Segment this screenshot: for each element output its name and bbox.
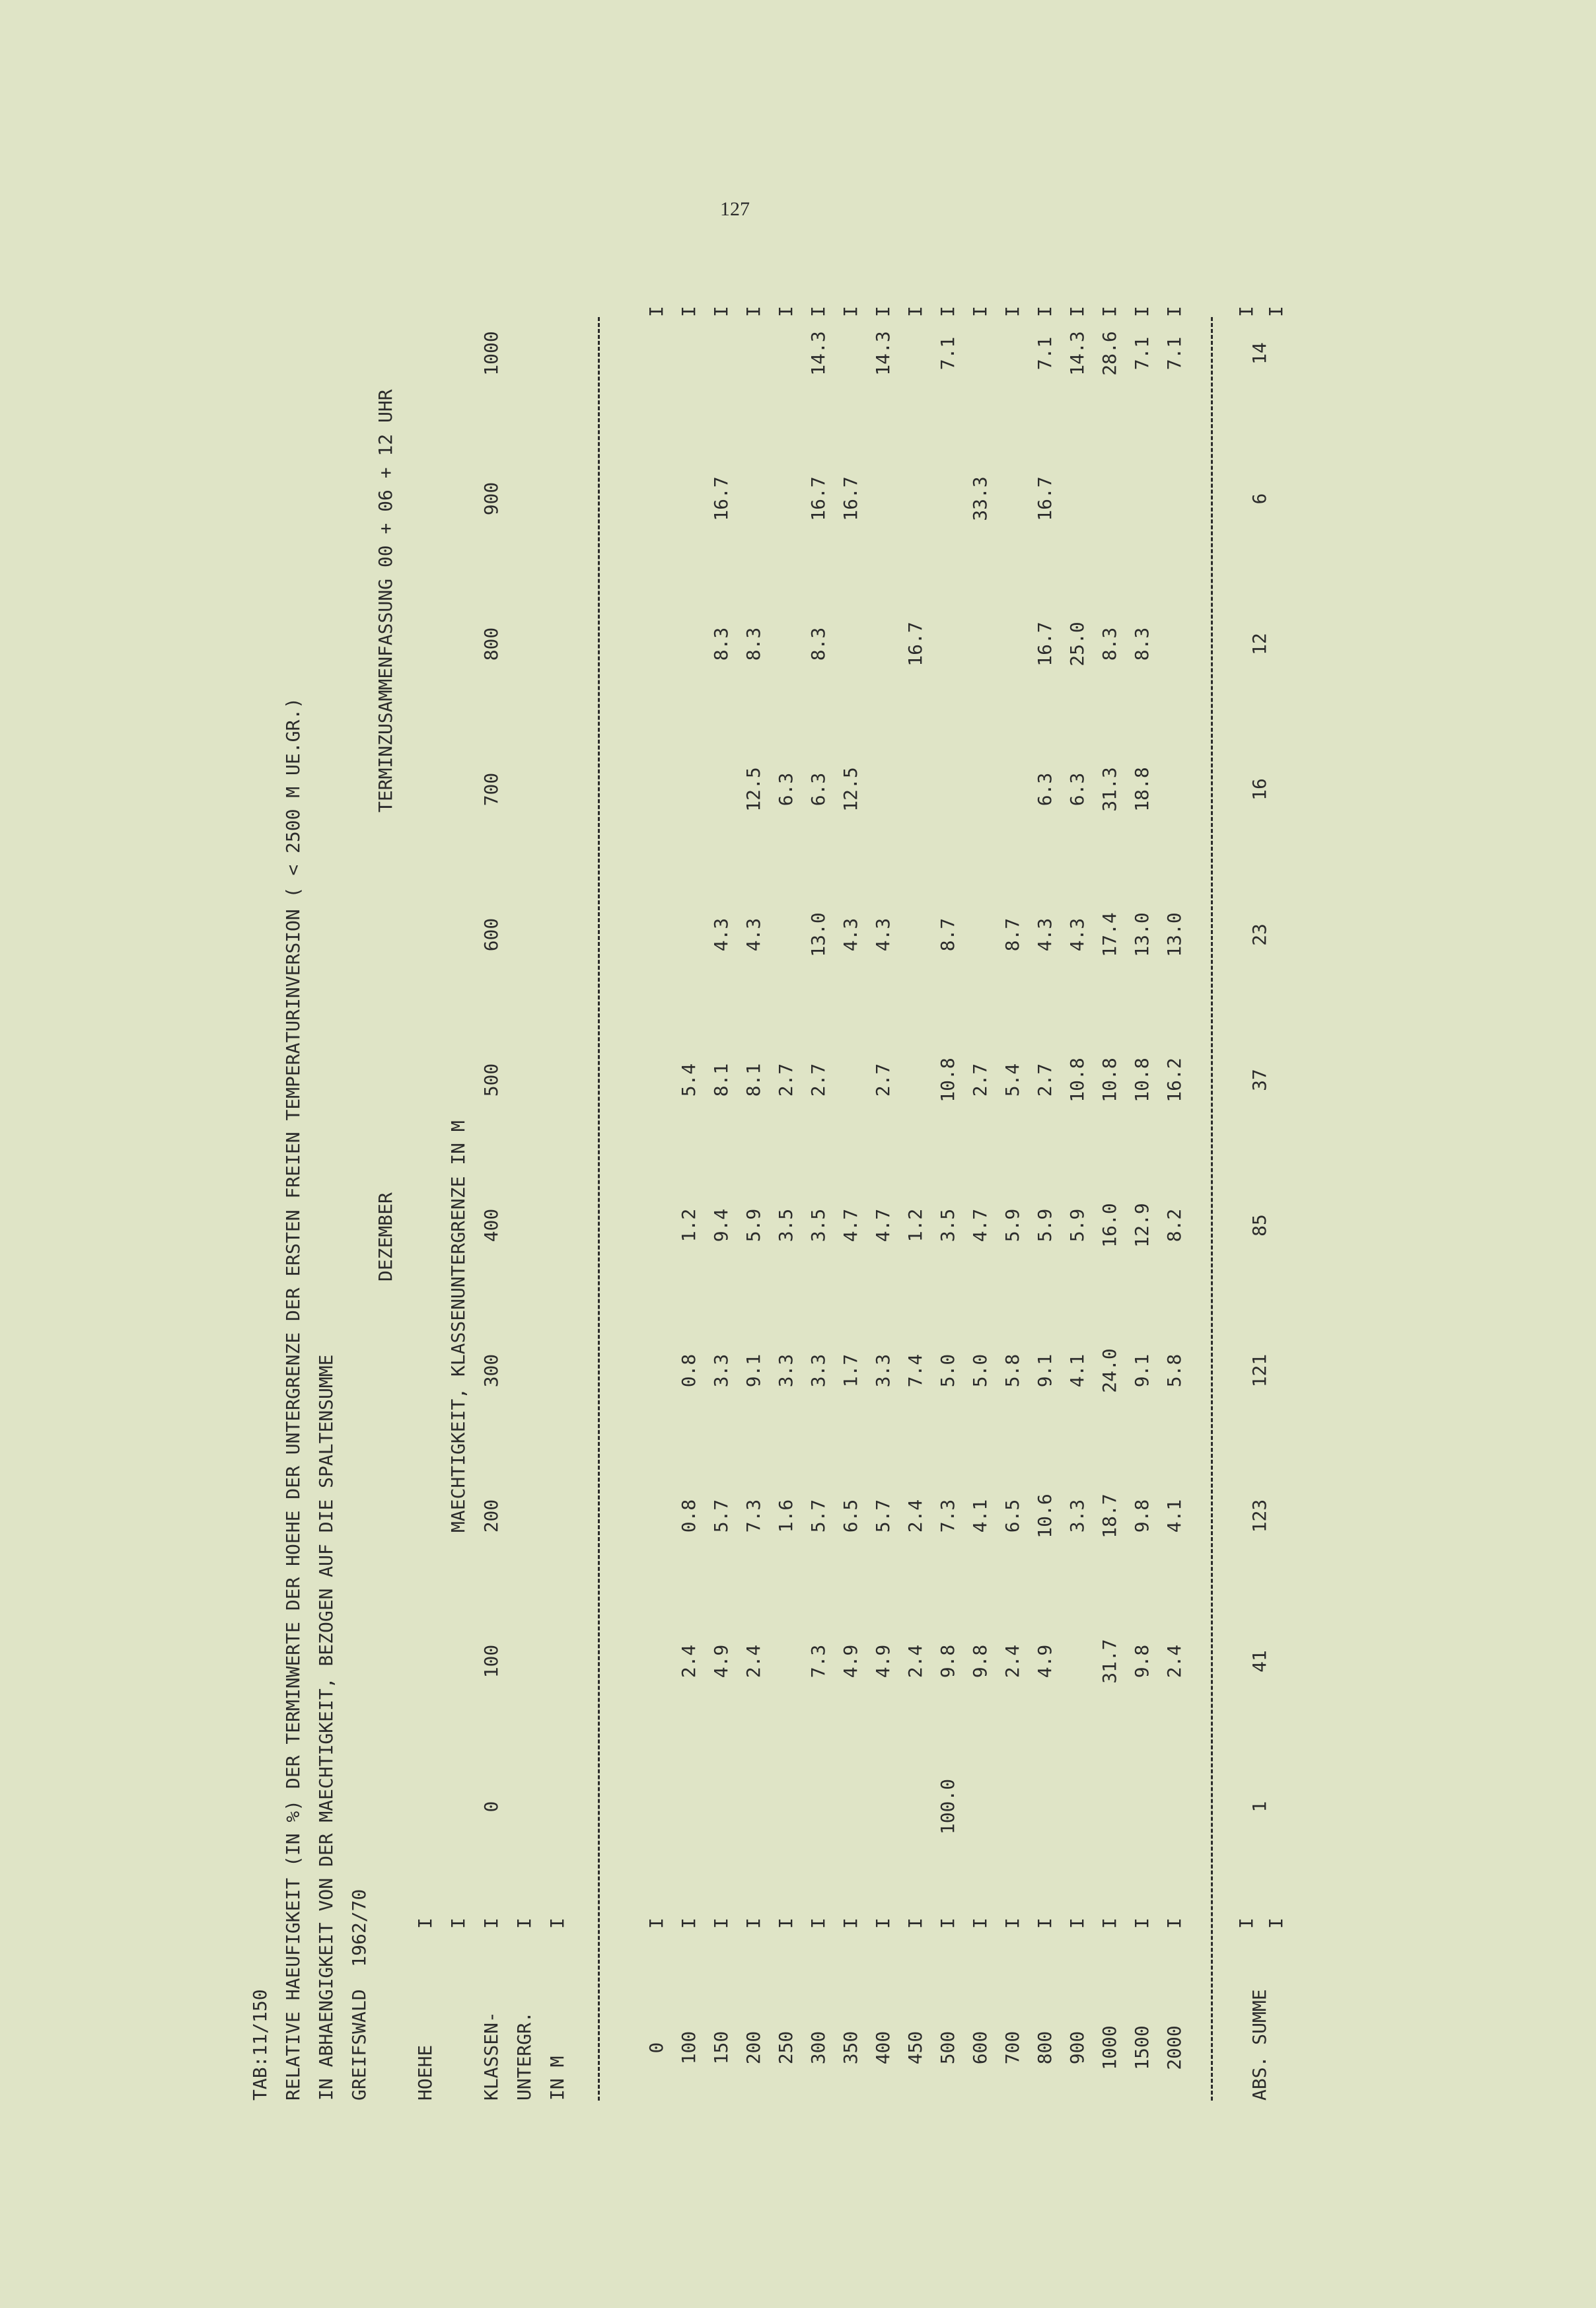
station: GREIFSWALD 1962/70 (348, 1889, 370, 2101)
row-bar: I (678, 1918, 700, 1929)
title-line-2: IN ABHAENGIGKEIT VON DER MAECHTIGKEIT, BEZOGEN AUF DIE SPALTENSUMME (315, 1354, 337, 2101)
table-cell: 5.9 (1034, 1208, 1056, 1243)
table-cell: 7.3 (937, 1499, 959, 1533)
table-cell: 9.1 (1131, 1353, 1153, 1388)
table-cell: 0.8 (678, 1499, 700, 1533)
table-cell: 5.9 (1001, 1208, 1023, 1243)
row-bar: I (710, 1918, 732, 1929)
row-bar: I (1163, 1918, 1185, 1929)
sum-cell: 41 (1249, 1650, 1270, 1673)
row-bar: I (1099, 1918, 1120, 1929)
column-header: 800 (480, 627, 502, 661)
header-bar: I (546, 1918, 568, 1929)
sum-cell: 14 (1249, 342, 1270, 365)
table-cell: 16.0 (1099, 1203, 1120, 1248)
row-end-bar: I (1001, 306, 1023, 317)
table-cell: 9.8 (969, 1644, 991, 1678)
table-cell: 3.3 (710, 1353, 732, 1388)
table-cell: 18.8 (1131, 767, 1153, 812)
table-cell: 10.8 (1099, 1058, 1120, 1102)
row-bar: I (645, 1918, 667, 1929)
table-cell: 3.3 (872, 1353, 894, 1388)
table-cell: 5.8 (1163, 1353, 1185, 1388)
table-cell: 1.7 (840, 1353, 861, 1388)
sum-cell: 23 (1249, 923, 1270, 946)
table-cell: 13.0 (1131, 912, 1153, 957)
row-bar: I (807, 1918, 829, 1929)
row-label: 150 (710, 2031, 732, 2065)
table-cell: 13.0 (1163, 912, 1185, 957)
row-end-bar: I (743, 306, 764, 317)
table-cell: 18.7 (1099, 1494, 1120, 1538)
table-cell: 4.3 (872, 918, 894, 952)
table-cell: 5.9 (1066, 1208, 1088, 1243)
table-cell: 4.3 (1066, 918, 1088, 952)
row-bar: I (904, 1918, 926, 1929)
column-header: 900 (480, 482, 502, 516)
row-label: 1000 (1099, 2025, 1120, 2070)
table-cell: 8.3 (743, 627, 764, 661)
table-cell: 14.3 (872, 331, 894, 376)
row-end-bar: I (807, 306, 829, 317)
sum-end-bar: I (1265, 306, 1287, 317)
column-header: 400 (480, 1208, 502, 1243)
table-cell: 31.3 (1099, 767, 1120, 812)
table-cell: 8.3 (1131, 627, 1153, 661)
row-end-bar: I (1163, 306, 1185, 317)
table-cell: 8.2 (1163, 1208, 1185, 1243)
table-cell: 4.1 (1163, 1499, 1185, 1533)
table-cell: 4.9 (1034, 1644, 1056, 1678)
table-cell: 6.5 (1001, 1499, 1023, 1533)
column-header: 1000 (480, 331, 502, 376)
table-cell: 12.5 (743, 767, 764, 812)
table-cell: 9.8 (1131, 1644, 1153, 1678)
table-cell: 5.7 (710, 1499, 732, 1533)
table-cell: 100.0 (937, 1778, 959, 1835)
table-cell: 3.3 (775, 1353, 797, 1388)
table-cell: 5.0 (969, 1353, 991, 1388)
page-number: 127 (720, 198, 750, 220)
table-cell: 7.3 (743, 1499, 764, 1533)
row-label: 900 (1066, 2031, 1088, 2065)
row-label: 2000 (1163, 2025, 1185, 2070)
row-end-bar: I (678, 306, 700, 317)
table-cell: 5.8 (1001, 1353, 1023, 1388)
table-cell: 2.4 (1001, 1644, 1023, 1678)
column-header: 100 (480, 1644, 502, 1678)
table-cell: 4.9 (710, 1644, 732, 1678)
table-cell: 9.8 (1131, 1499, 1153, 1533)
table-cell: 6.3 (1034, 772, 1056, 807)
table-cell: 4.3 (710, 918, 732, 952)
table-cell: 2.4 (904, 1499, 926, 1533)
row-end-bar: I (1131, 306, 1153, 317)
table-cell: 3.3 (807, 1353, 829, 1388)
table-cell: 2.7 (969, 1063, 991, 1097)
row-end-bar: I (969, 306, 991, 317)
table-cell: 7.4 (904, 1353, 926, 1388)
table-cell: 24.0 (1099, 1348, 1120, 1393)
row-end-bar: I (904, 306, 926, 317)
row-label: 600 (969, 2031, 991, 2065)
table-cell: 2.7 (872, 1063, 894, 1097)
row-label: 700 (1001, 2031, 1023, 2065)
row-bar: I (937, 1918, 959, 1929)
column-header: 200 (480, 1499, 502, 1533)
row-bar: I (1066, 1918, 1088, 1929)
row-label: 500 (937, 2031, 959, 2065)
row-bar: I (1131, 1918, 1153, 1929)
row-end-bar: I (775, 306, 797, 317)
table-cell: 16.7 (807, 476, 829, 521)
table-cell: 4.1 (1066, 1353, 1088, 1388)
table-cell: 33.3 (969, 476, 991, 521)
table-cell: 3.3 (1066, 1499, 1088, 1533)
row-bar: I (840, 1918, 861, 1929)
table-cell: 14.3 (1066, 331, 1088, 376)
table-cell: 8.1 (710, 1063, 732, 1097)
row-bar: I (969, 1918, 991, 1929)
row-label: 400 (872, 2031, 894, 2065)
table-cell: 7.1 (1163, 336, 1185, 371)
table-cell: 16.7 (840, 476, 861, 521)
rotated-table (251, 264, 1374, 2101)
table-cell: 17.4 (1099, 912, 1120, 957)
table-cell: 2.7 (807, 1063, 829, 1097)
table-cell: 4.9 (872, 1644, 894, 1678)
sum-cell: 12 (1249, 633, 1270, 655)
row-label: 0 (645, 2042, 667, 2054)
row-bar: I (1001, 1918, 1023, 1929)
row-bar: I (775, 1918, 797, 1929)
table-cell: 4.7 (872, 1208, 894, 1243)
table-cell: 5.9 (743, 1208, 764, 1243)
table-cell: 3.5 (937, 1208, 959, 1243)
header-bar: I (513, 1918, 535, 1929)
table-cell: 9.1 (1034, 1353, 1056, 1388)
sum-end-bar: I (1235, 306, 1257, 317)
table-cell: 10.8 (1131, 1058, 1153, 1102)
row-end-bar: I (1099, 306, 1120, 317)
table-cell: 1.2 (678, 1208, 700, 1243)
row-label: 350 (840, 2031, 861, 2065)
table-cell: 8.3 (710, 627, 732, 661)
row-label: 200 (743, 2031, 764, 2065)
sum-cell: 1 (1249, 1801, 1270, 1813)
row-end-bar: I (840, 306, 861, 317)
table-cell: 4.1 (969, 1499, 991, 1533)
row-header-3: KLASSEN- (480, 2011, 502, 2101)
table-cell: 7.1 (1131, 336, 1153, 371)
row-header-1: HOEHE (414, 2044, 436, 2101)
row-label: 450 (904, 2031, 926, 2065)
column-header: 500 (480, 1063, 502, 1097)
table-cell: 1.2 (904, 1208, 926, 1243)
row-end-bar: I (645, 306, 667, 317)
row-end-bar: I (872, 306, 894, 317)
table-cell: 9.1 (743, 1353, 764, 1388)
row-label: 300 (807, 2031, 829, 2065)
table-cell: 8.7 (1001, 918, 1023, 952)
header-bar: I (414, 1918, 436, 1929)
column-header: 700 (480, 772, 502, 807)
footer-rule (1211, 317, 1213, 2101)
table-cell: 7.3 (807, 1644, 829, 1678)
table-cell: 4.7 (840, 1208, 861, 1243)
row-bar: I (743, 1918, 764, 1929)
header-rule (598, 317, 600, 2101)
sum-cell: 85 (1249, 1214, 1270, 1237)
table-cell: 16.2 (1163, 1058, 1185, 1102)
row-header-4: UNTERGR. (513, 2011, 535, 2101)
table-cell: 16.7 (904, 622, 926, 667)
table-cell: 4.3 (1034, 918, 1056, 952)
header-bar: I (447, 1918, 469, 1929)
table-cell: 5.7 (872, 1499, 894, 1533)
sum-bar: I (1265, 1918, 1287, 1929)
row-end-bar: I (710, 306, 732, 317)
sum-cell: 37 (1249, 1069, 1270, 1091)
table-cell: 3.5 (775, 1208, 797, 1243)
table-cell: 2.4 (904, 1644, 926, 1678)
row-label: 100 (678, 2031, 700, 2065)
sum-cell: 123 (1249, 1499, 1270, 1533)
table-cell: 5.4 (1001, 1063, 1023, 1097)
table-cell: 2.4 (743, 1644, 764, 1678)
column-header: 0 (480, 1801, 502, 1813)
table-cell: 4.7 (969, 1208, 991, 1243)
sum-cell: 16 (1249, 778, 1270, 801)
title-line-1: RELATIVE HAEUFIGKEIT (IN %) DER TERMINWERTE DER HOEHE DER UNTERGRENZE DER ERSTEN FREIEN TEMPERATURINVERSION ( < 2500 M UE.GR.) (282, 697, 304, 2101)
month: DEZEMBER (375, 1192, 396, 1281)
table-cell: 9.8 (937, 1644, 959, 1678)
table-cell: 25.0 (1066, 622, 1088, 667)
row-header-5: IN M (546, 2056, 568, 2101)
table-cell: 6.3 (1066, 772, 1088, 807)
table-id: TAB:11/150 (249, 1989, 271, 2101)
table-cell: 5.7 (807, 1499, 829, 1533)
table-cell: 0.8 (678, 1353, 700, 1388)
row-label: 1500 (1131, 2025, 1153, 2070)
row-bar: I (1034, 1918, 1056, 1929)
table-cell: 6.3 (775, 772, 797, 807)
table-cell: 16.7 (1034, 476, 1056, 521)
table-cell: 14.3 (807, 331, 829, 376)
table-cell: 8.3 (807, 627, 829, 661)
sum-cell: 121 (1249, 1353, 1270, 1388)
table-cell: 12.9 (1131, 1203, 1153, 1248)
row-end-bar: I (1034, 306, 1056, 317)
table-cell: 8.3 (1099, 627, 1120, 661)
column-header: 600 (480, 918, 502, 952)
table-cell: 16.7 (710, 476, 732, 521)
table-cell: 1.6 (775, 1499, 797, 1533)
row-label: 250 (775, 2031, 797, 2065)
term-summary: TERMINZUSAMMENFASSUNG 00 + 06 + 12 UHR (375, 389, 396, 812)
table-cell: 8.1 (743, 1063, 764, 1097)
table-cell: 5.0 (937, 1353, 959, 1388)
header-bar: I (480, 1918, 502, 1929)
table-cell: 2.4 (678, 1644, 700, 1678)
table-cell: 12.5 (840, 767, 861, 812)
table-cell: 5.4 (678, 1063, 700, 1097)
table-cell: 3.5 (807, 1208, 829, 1243)
table-cell: 4.9 (840, 1644, 861, 1678)
table-cell: 6.3 (807, 772, 829, 807)
sum-bar: I (1235, 1918, 1257, 1929)
table-cell: 16.7 (1034, 622, 1056, 667)
table-cell: 28.6 (1099, 331, 1120, 376)
table-cell: 6.5 (840, 1499, 861, 1533)
row-end-bar: I (937, 306, 959, 317)
table-cell: 4.3 (840, 918, 861, 952)
table-cell: 31.7 (1099, 1639, 1120, 1684)
table-cell: 7.1 (1034, 336, 1056, 371)
table-cell: 10.8 (1066, 1058, 1088, 1102)
row-label: 800 (1034, 2031, 1056, 2065)
table-cell: 7.1 (937, 336, 959, 371)
table-cell: 13.0 (807, 912, 829, 957)
row-end-bar: I (1066, 306, 1088, 317)
sum-cell: 6 (1249, 493, 1270, 505)
column-group-header: MAECHTIGKEIT, KLASSENUNTERGRENZE IN M (447, 1120, 469, 1533)
sum-label: ABS. SUMME (1249, 1989, 1270, 2101)
table-cell: 9.4 (710, 1208, 732, 1243)
table-cell: 8.7 (937, 918, 959, 952)
row-bar: I (872, 1918, 894, 1929)
column-header: 300 (480, 1353, 502, 1388)
table-cell: 2.7 (1034, 1063, 1056, 1097)
table-cell: 10.8 (937, 1058, 959, 1102)
table-cell: 2.7 (775, 1063, 797, 1097)
table-cell: 10.6 (1034, 1494, 1056, 1538)
table-cell: 2.4 (1163, 1644, 1185, 1678)
table-cell: 4.3 (743, 918, 764, 952)
